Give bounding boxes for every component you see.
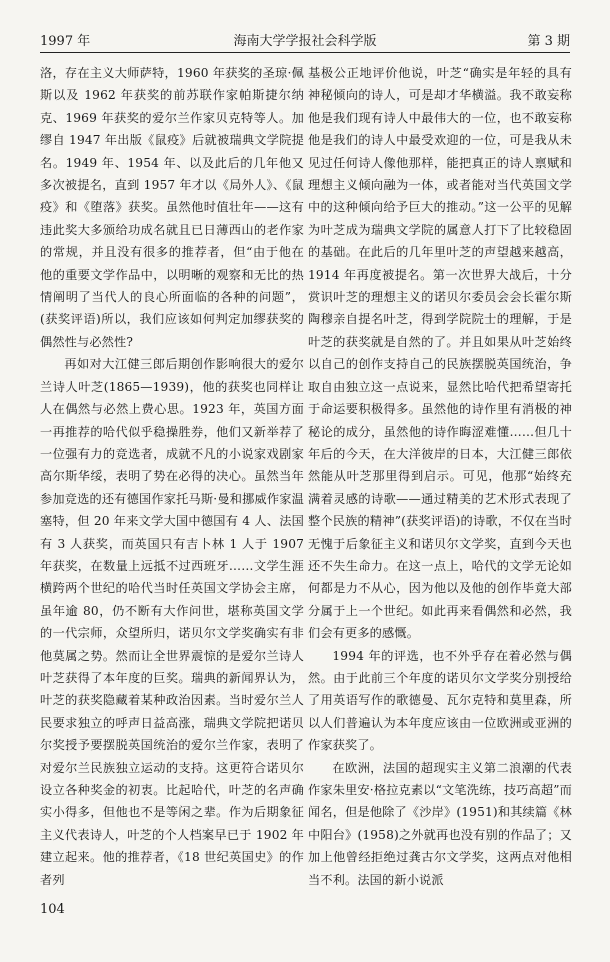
left-column	[40, 62, 304, 891]
header-journal-title: 海南大学学报社会科学版	[233, 34, 377, 49]
header-issue: 第 3 期	[527, 34, 570, 49]
right-column	[308, 62, 572, 891]
paragraph: 基极公正地评价他说，叶芝“确实是年轻的具有神秘倾向的诗人，可是却才华横溢。我不敢妄称他是我们现有诗人中最伟大的一位，也不敢妄称他是我们的诗人中最受欢迎的一位，可是我从未见过任何诗人像他那样，能把真正的诗人禀赋和理想主义倾向融为一体，或者能对当代英国文学中的这种倾向给予巨大的推动。”这一公平的见解为叶芝成为瑞典文学院的属意人打下了比较稳固的基础。在此后的几年里叶芝的声望越来越高，1914 年再度被提名。第一次世界大战后，十分赏识叶芝的理想主义的诺贝尔委员会会长霍尔斯陶穆亲自提名叶芝，得到学院院士的理解，于是叶芝的获奖就是自然的了。并且如果从叶芝始终以自己的创作支持自己的民族摆脱英国统治，争取自由独立这一点说来，显然比哈代把希望寄托于命运要积极得多。虽然他的诗作里有消极的神秘论的成分，虽然他的诗作晦涩难懂……但几十年后的今天，在大洋彼岸的日本，大江健三郎依然能从叶芝那里得到启示。可见，他那“始终充满着灵感的诗歌——通过精美的艺术形式表现了整个民族的精神”(获奖评语)的诗歌，不仅在当时无愧于后象征主义和诺贝尔文学奖，直到今天也还不失生命力。在这一点上，哈代的文学无论如何都是力不从心，因为他以及他的创作毕竟大部分属于上一个世纪。如此再来看偶然和必然，我们会有更多的感慨。	[308, 66, 572, 641]
paragraph: 1994 年的评选，也不外乎存在着必然与偶然。由于此前三个年度的诺贝尔文学奖分别授给了用英语写作的歌德曼、瓦尔克特和莫里森，所以人们普遍认为本年度应该由一位欧洲或亚洲的作家获奖了。	[308, 648, 572, 753]
paragraph: 在欧洲，法国的超现实主义第二浪潮的代表作家朱里安·格拉克素以“文笔洗练，技巧高超”而闻名，但是他除了《沙岸》(1951)和其续篇《林中阳台》(1958)之外就再也没有别的作品了；又加上他曾经拒绝过龚古尔文学奖，这两点对他相当不利。法国的新小说派	[308, 760, 572, 887]
paragraph: 再如对大江健三郎后期创作影响很大的爱尔兰诗人叶芝(1865—1939)，他的获奖也同样让人在偶然与必然上费心思。1923 年，英国方面一再推荐的哈代似乎稳操胜券，他们又新举荐了一位强有力的竞选者，成就不凡的小说家戏剧家高尔斯华绥，表明了势在必得的决心。虽然当年参加竞选的还有德国作家托马斯·曼和挪威作家温塞特，但 20 年来文学大国中德国有 4 人、法国有 3 人获奖，而英国只有吉卜林 1 人于 1907 年获奖，在数量上远抵不过西班牙……文学生涯横跨两个世纪的哈代当时任英国文学协会主席，虽年逾 80，仍不断有大作问世，堪称英国文学的一代宗师，众望所归，诺贝尔文学奖确实有非他莫属之势。然而让全世界震惊的是爱尔兰诗人叶芝获得了本年度的巨奖。瑞典的新闻界认为，叶芝的获奖隐藏着某种政治因素。当时爱尔兰人民要求独立的呼声日益高涨，瑞典文学院把诺贝尔奖授予要摆脱英国统治的爱尔兰作家，表明了对爱尔兰民族独立运动的支持。这更符合诺贝尔设立各种奖金的初衷。比起哈代，叶芝的名声确实小得多，但他也不是等闲之辈。作为后期象征主义代表诗人，叶芝的个人档案早已于 1902 年建立起来。他的推荐者，《18 世纪英国史》的作者列	[40, 357, 304, 887]
paragraph: 洛，存在主义大师萨特，1960 年获奖的圣琼·佩斯以及 1962 年获奖的前苏联作家帕斯捷尔纳克、1969 年获奖的爱尔兰作家贝克特等人。加缪自 1947 年出版《鼠疫》后就被瑞典文学院提名。1949 年、1954 年、以及此后的几年他又多次被提名，直到 1957 年才以《局外人》、《鼠疫》和《堕落》获奖。虽然他时值壮年——这有违此奖大多颁给功成名就且已日薄西山的老作家的常规，并且没有很多的推荐者，但“由于他在他的重要文学作品中，以明晰的观察和无比的热情阐明了当代人的良心所面临的各种的问题”，(获奖评语)所以，我们应该如何判定加缪获奖的偶然性与必然性?	[40, 66, 304, 349]
page-number: 104	[40, 902, 65, 917]
running-header	[40, 32, 570, 53]
header-year: 1997 年	[40, 34, 91, 49]
